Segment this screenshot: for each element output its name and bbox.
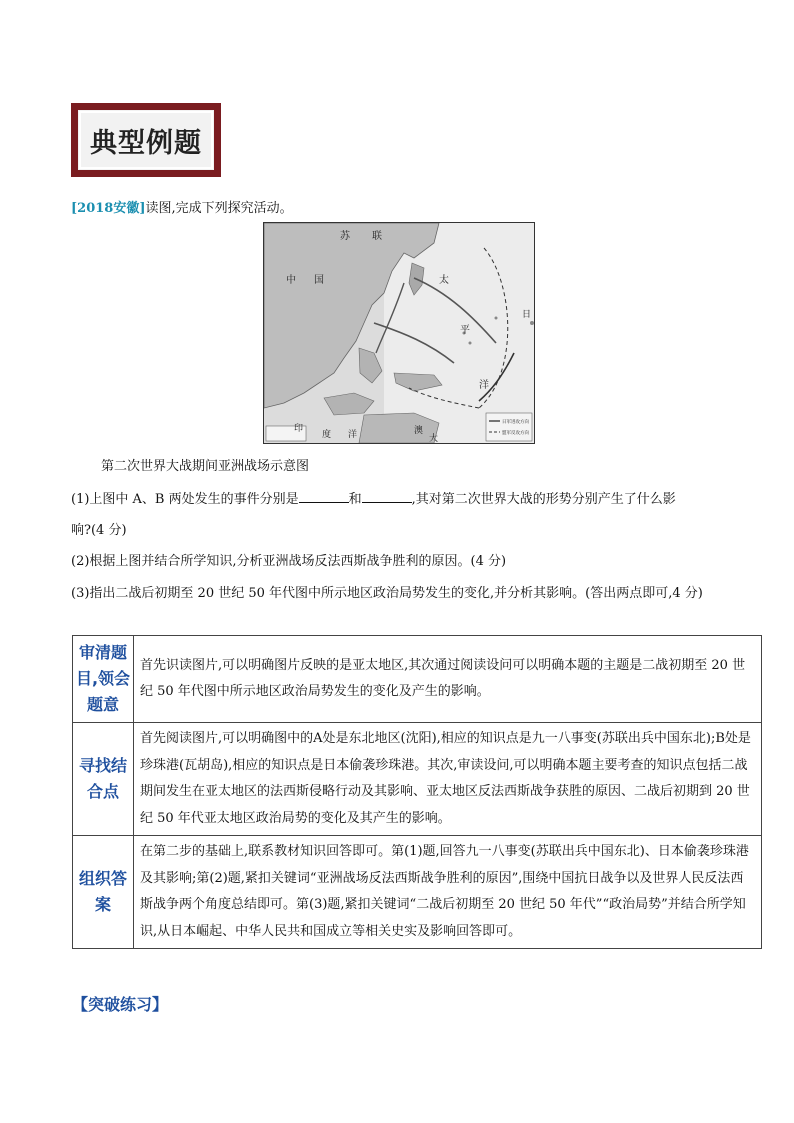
- map-image: [264, 223, 534, 443]
- row-content-organize: 在第二步的基础上,联系教材知识回答即可。第(1)题,回答九一八事变(苏联出兵中国东北)、日本偷袭珍珠港及其影响;第(2)题,紧扣关键词“亚洲战场反法西斯战争胜利的原因”,围绕中国抗日战争以及世界人民反法西斯战争两个角度总结即可。第(3)题,紧扣关键词“二战后初期至 20 世纪 50 年代”“政治局势”并结合所学知识,从日本崛起、中华人民共和国成立等相关史实及影响回答即可。: [134, 836, 762, 949]
- row-content-connect: 首先阅读图片,可以明确图中的A处是东北地区(沈阳),相应的知识点是九一八事变(苏联出兵中国东北);B处是珍珠港(瓦胡岛),相应的知识点是日本偷袭珍珠港。其次,审读设问,可以明确本题主要考查的知识点包括二战期间发生在亚太地区的法西斯侵略行动及其影响、亚太地区反法西斯战争获胜的原因、二战后初期到 20 世纪 50 年代亚太地区政治局势的变化及其产生的影响。: [134, 723, 762, 836]
- map-legend-attack: 日军进攻方向: [502, 420, 529, 425]
- row-content-understand: 首先识读图片,可以明确图片反映的是亚太地区,其次通过阅读设问可以明确本题的主题是二战初期至 20 世纪 50 年代图中所示地区政治局势发生的变化及产生的影响。: [134, 636, 762, 723]
- question-3: (3)指出二战后初期至 20 世纪 50 年代图中所示地区政治局势发生的变化,并分析其影响。(答出两点即可,4 分): [71, 586, 703, 601]
- map-label-india: 印: [294, 424, 304, 434]
- question-intro: [71, 197, 293, 216]
- question-1-line1: [71, 488, 676, 507]
- table-row: [73, 723, 762, 836]
- map-label-ocean: 洋: [348, 430, 358, 440]
- map-label-china: 中: [286, 275, 296, 286]
- question-1-line2: 响?(4 分): [71, 523, 127, 538]
- table-row: [73, 836, 762, 949]
- question-2: (2)根据上图并结合所学知识,分析亚洲战场反法西斯战争胜利的原因。(4 分): [71, 554, 507, 569]
- map-label-pacific2: 平: [460, 325, 470, 336]
- question-1-mid: 和: [348, 492, 362, 507]
- map-label-da: 大: [429, 434, 439, 443]
- question-intro-text: 读图,完成下列探究活动。: [145, 201, 293, 216]
- question-1-part-b: ,其对第二次世界大战的形势分别产生了什么影: [411, 492, 676, 507]
- section-title-frame: [76, 108, 216, 172]
- map-label-pacific3: 洋: [479, 380, 489, 391]
- map-label-japan: 日: [522, 310, 532, 320]
- question-source: [2018安徽]: [71, 201, 146, 216]
- row-label-organize: 组织答案: [73, 836, 134, 949]
- asia-war-map: [263, 222, 535, 444]
- map-legend-counter: 盟军反攻方向: [502, 431, 529, 436]
- map-caption: 第二次世界大战期间亚洲战场示意图: [101, 459, 310, 474]
- row-label-connect: 寻找结合点: [73, 723, 134, 836]
- practice-heading: 【突破练习】: [72, 995, 169, 1014]
- answer-blank-a[interactable]: [299, 490, 349, 503]
- question-1-part-a: (1)上图中 A、B 两处发生的事件分别是: [71, 492, 299, 507]
- map-label-union: 联: [372, 231, 382, 242]
- map-label-soviet: 苏: [340, 231, 350, 242]
- answer-blank-b[interactable]: [362, 490, 412, 503]
- map-label-india2: 度: [322, 430, 332, 440]
- section-title-box: [71, 103, 221, 177]
- row-label-understand: 审清题目,领会题意: [73, 636, 134, 723]
- section-title: 典型例题: [90, 127, 202, 159]
- map-label-pacific1: 太: [439, 275, 449, 286]
- table-row: [73, 636, 762, 723]
- analysis-table: [72, 635, 762, 949]
- map-label-au: 澳: [414, 426, 424, 436]
- map-label-china2: 国: [314, 275, 324, 286]
